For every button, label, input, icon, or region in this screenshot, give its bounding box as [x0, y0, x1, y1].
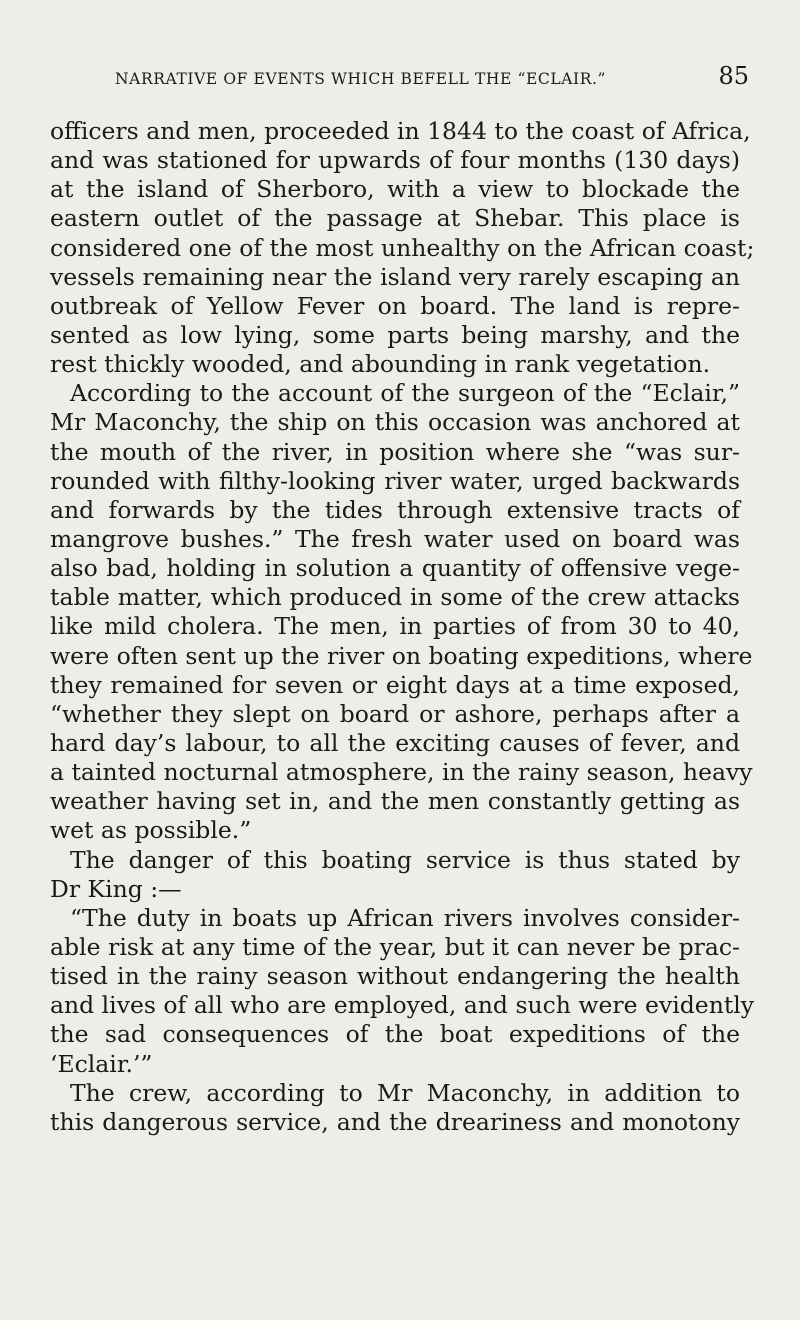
text-line: wet as possible.”	[50, 816, 252, 845]
text-line: rounded with filthy-looking river water, urged backwards	[50, 466, 740, 495]
text-line: The crew, according to Mr Maconchy, in addition to	[70, 1078, 740, 1107]
text-line: outbreak of Yellow Fever on board. The land is repre-	[50, 291, 740, 320]
text-line: a tainted nocturnal atmosphere, in the rainy season, heavy	[50, 758, 753, 787]
text-line: and was stationed for upwards of four months (130 days)	[50, 146, 740, 175]
text-line: also bad, holding in solution a quantity of offensive vege-	[50, 554, 740, 583]
text-line: The danger of this boating service is thus stated by	[70, 845, 740, 874]
text-line: the mouth of the river, in position where she “was sur-	[50, 437, 740, 466]
text-line: officers and men, proceeded in 1844 to the coast of Africa,	[50, 117, 751, 145]
text-line: rest thickly wooded, and abounding in rank vegetation.	[50, 350, 711, 379]
text-line: able risk at any time of the year, but it can never be prac-	[50, 932, 740, 961]
text-line: were often sent up the river on boating expeditions, where	[50, 641, 753, 670]
text-line: at the island of Sherboro, with a view to blockade the	[50, 175, 740, 204]
text-line: eastern outlet of the passage at Shebar. This place is	[50, 204, 740, 233]
text-line: table matter, which produced in some of the crew attacks	[50, 583, 740, 612]
text-line: According to the account of the surgeon of the “Eclair,”	[70, 379, 740, 408]
text-line: they remained for seven or eight days at a time exposed,	[50, 670, 740, 699]
text-line: hard day’s labour, to all the exciting causes of fever, and	[50, 728, 740, 757]
page-number: 85	[718, 62, 749, 90]
text-line: and forwards by the tides through extensive tracts of	[50, 495, 740, 524]
text-line: sented as low lying, some parts being marshy, and the	[50, 320, 740, 349]
running-title: NARRATIVE OF EVENTS WHICH BEFELL THE “ECLAIR.”	[115, 70, 607, 88]
text-line: and lives of all who are employed, and such were evidently	[50, 991, 755, 1020]
text-line: “The duty in boats up African rivers involves consider-	[70, 903, 740, 932]
body-text	[50, 117, 755, 1137]
text-line: weather having set in, and the men constantly getting as	[50, 787, 740, 816]
text-line: tised in the rainy season without endangering the health	[50, 962, 740, 991]
text-line: “whether they slept on board or ashore, perhaps after a	[50, 699, 740, 728]
text-line: this dangerous service, and the dreariness and monotony	[50, 1107, 740, 1136]
text-line: mangrove bushes.” The fresh water used on board was	[50, 524, 740, 553]
text-line: considered one of the most unhealthy on the African coast;	[50, 233, 755, 262]
text-line: like mild cholera. The men, in parties of from 30 to 40,	[50, 612, 740, 641]
text-line: ‘Eclair.’”	[50, 1049, 153, 1078]
text-line: Dr King :—	[50, 874, 182, 903]
running-head	[115, 62, 749, 102]
text-line: vessels remaining near the island very rarely escaping an	[50, 262, 740, 291]
text-line: Mr Maconchy, the ship on this occasion was anchored at	[50, 408, 740, 437]
text-line: the sad consequences of the boat expeditions of the	[50, 1020, 740, 1049]
